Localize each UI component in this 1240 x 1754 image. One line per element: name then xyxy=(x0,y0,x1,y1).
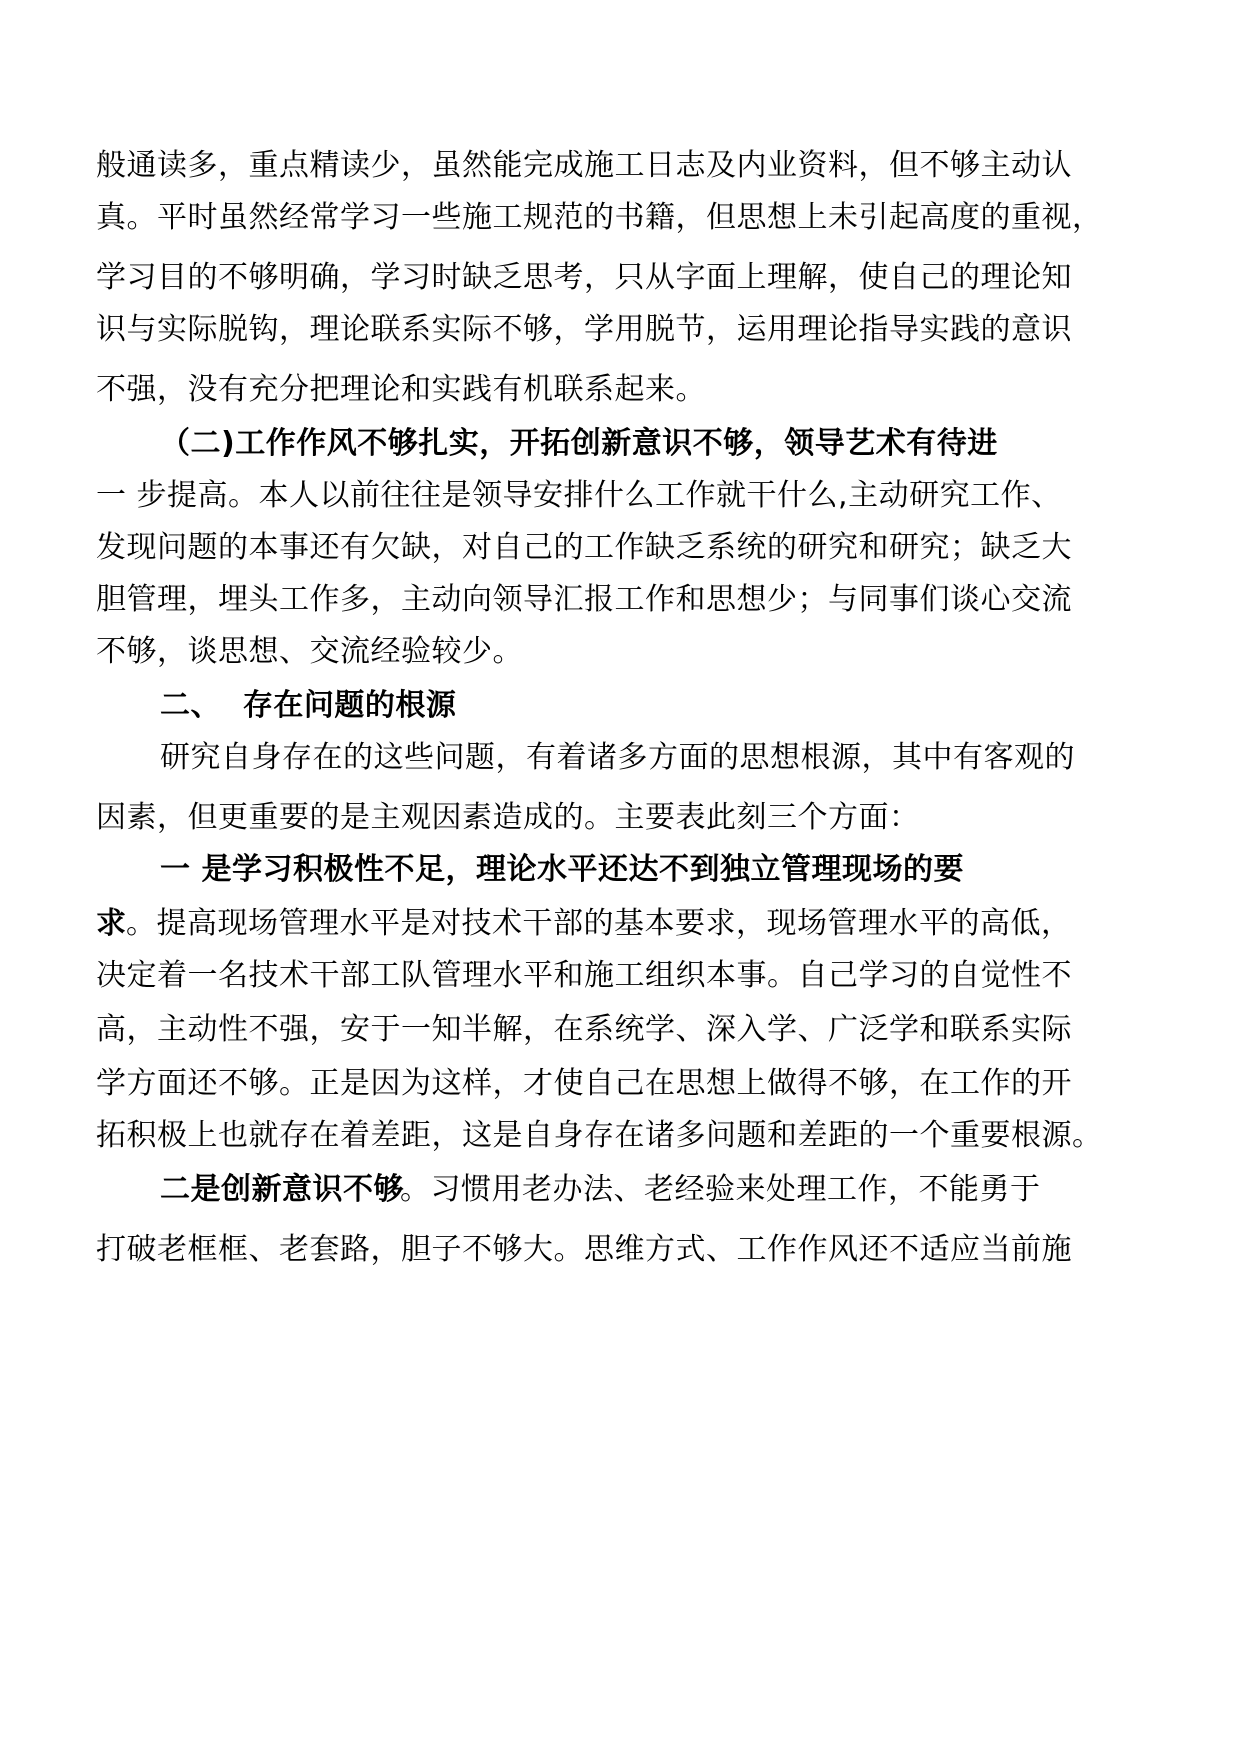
body-line-10: 不够，谈思想、交流经验较少。 xyxy=(96,634,523,669)
body-line-12: 研究自身存在的这些问题，有着诸多方面的思想根源，其中有客观的 xyxy=(160,740,1075,775)
subheading-study-initiative-end: 求 xyxy=(96,906,127,941)
body-line-4: 识与实际脱钩，理论联系实际不够，学用脱节，运用理论指导实践的意识 xyxy=(96,312,1072,347)
body-line-2: 真。平时虽然经常学习一些施工规范的书籍，但思想上未引起高度的重视， xyxy=(96,200,1103,235)
body-line-8: 发现问题的本事还有欠缺，对自己的工作缺乏系统的研究和研究；缺乏大 xyxy=(96,530,1072,565)
body-line-5: 不强，没有充分把理论和实践有机联系起来。 xyxy=(96,372,706,407)
body-line-18: 学方面还不够。正是因为这样，才使自己在思想上做得不够，在工作的开 xyxy=(96,1066,1072,1101)
body-line-1: 般通读多，重点精读少，虽然能完成施工日志及内业资料，但不够主动认 xyxy=(96,148,1072,183)
body-line-9: 胆管理，埋头工作多，主动向领导汇报工作和思想少；与同事们谈心交流 xyxy=(96,582,1072,617)
body-line-3: 学习目的不够明确，学习时缺乏思考，只从字面上理解，使自己的理论知 xyxy=(96,260,1072,295)
body-line-13: 因素，但更重要的是主观因素造成的。主要表此刻三个方面： xyxy=(96,800,920,835)
body-line-19: 拓积极上也就存在着差距，这是自身存在诸多问题和差距的一个重要根源。 xyxy=(96,1118,1103,1153)
subheading-innovation: 二是创新意识不够 xyxy=(160,1172,404,1207)
body-line-15: 。提高现场管理水平是对技术干部的基本要求，现场管理水平的高低， xyxy=(126,906,1072,941)
subheading-study-initiative: 一 是学习积极性不足，理论水平还达不到独立管理现场的要 xyxy=(160,852,964,887)
body-line-17: 高，主动性不强，安于一知半解，在系统学、深入学、广泛学和联系实际 xyxy=(96,1012,1072,1047)
subheading-work-style: （二)工作作风不够扎实，开拓创新意识不够，领导艺术有待进 xyxy=(160,426,998,461)
body-line-7: 一 步提高。本人以前往往是领导安排什么工作就干什么,主动研究工作、 xyxy=(96,478,1062,513)
body-line-21: 。习惯用老办法、老经验来处理工作，不能勇于 xyxy=(400,1172,1041,1207)
section-heading-root-causes: 二、 存在问题的根源 xyxy=(160,688,457,723)
body-line-16: 决定着一名技术干部工队管理水平和施工组织本事。自己学习的自觉性不 xyxy=(96,958,1072,993)
body-line-22: 打破老框框、老套路，胆子不够大。思维方式、工作作风还不适应当前施 xyxy=(96,1232,1072,1267)
